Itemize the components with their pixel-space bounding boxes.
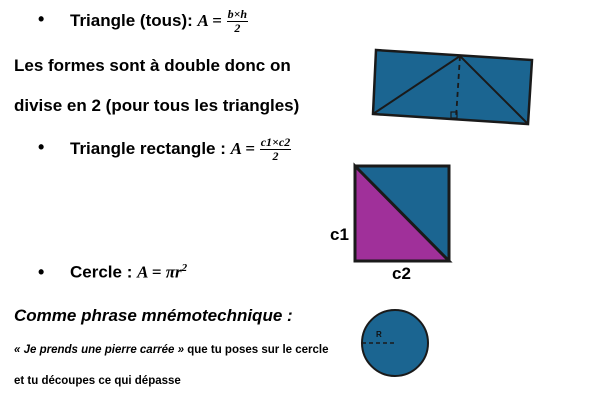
mnemonic-title: Comme phrase mnémotechnique : — [14, 306, 293, 325]
bullet-dot: • — [38, 137, 45, 157]
right-triangle-denominator: 2 — [272, 149, 279, 163]
circle-exponent: 2 — [181, 262, 188, 274]
paragraph-line-2: divise en 2 (pour tous les triangles) — [14, 96, 300, 115]
triangle-label: Triangle (tous): — [70, 10, 193, 30]
c1-label: c1 — [330, 225, 349, 244]
circle-label: Cercle : — [70, 262, 133, 282]
mnemonic-quote: « Je prends une pierre carrée » — [14, 344, 185, 356]
triangle-formula-lhs: A = — [197, 10, 222, 30]
paragraph-line-1: Les formes sont à double donc on — [14, 56, 291, 75]
right-triangle-numerator: c1×c2 — [260, 135, 291, 149]
mnemonic-rest: que tu poses sur le cercle — [184, 344, 329, 356]
right-triangle-formula-lhs: A = — [230, 138, 255, 158]
radius-label: R — [376, 330, 382, 339]
right-triangle-label: Triangle rectangle : — [70, 138, 226, 158]
circle-formula: A = πr — [137, 262, 182, 282]
c2-label: c2 — [392, 264, 411, 283]
triangle-denominator: 2 — [234, 21, 241, 35]
triangle-numerator: b×h — [227, 7, 248, 21]
bullet-dot: • — [38, 9, 45, 29]
bullet-dot: • — [38, 262, 45, 282]
mnemonic-line-2: et tu découpes ce qui dépasse — [14, 375, 181, 387]
